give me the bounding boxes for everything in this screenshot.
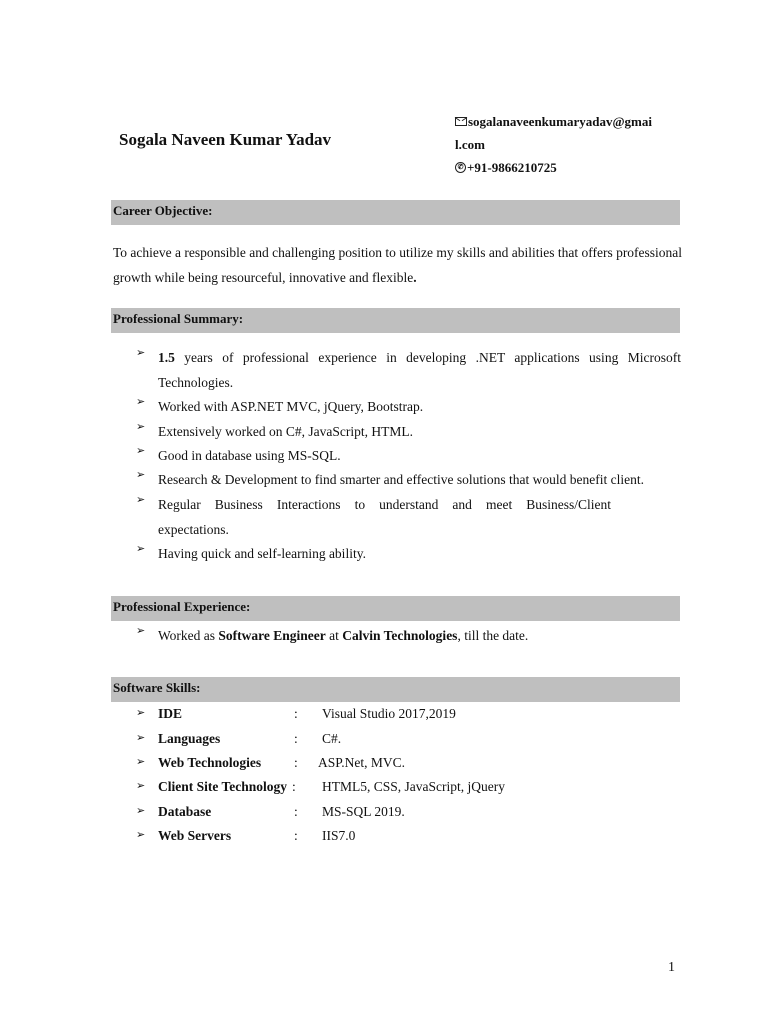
skill-label: Database [158, 804, 212, 819]
skill-label: Client Site Technology [158, 779, 288, 794]
skill-label: Languages [158, 731, 221, 746]
arrow-bullet-icon: ➢ [136, 494, 146, 506]
email-text-part1[interactable]: sogalanaveenkumaryadav@gmai [468, 114, 652, 129]
arrow-bullet-icon: ➢ [136, 396, 146, 408]
professional-summary-heading: Professional Summary: [111, 308, 680, 333]
summary-item-1-text: years of professional experience in developing .NET applications using Microsoft [174, 350, 681, 365]
skill-label: Web Servers [158, 828, 232, 843]
skill-colon: : [294, 755, 298, 770]
skill-colon: : [294, 804, 298, 819]
experience-mid: at [325, 628, 343, 643]
career-objective-line2-wrap [113, 265, 713, 290]
arrow-bullet-icon: ➢ [136, 707, 146, 719]
experience-text [158, 624, 681, 649]
experience-years: 1.5 [158, 350, 175, 365]
career-objective-line1: To achieve a responsible and challenging position to utilize my skills and abilities that offers professional [113, 245, 683, 260]
email-text-part2[interactable]: l.com [455, 137, 485, 152]
arrow-bullet-icon: ➢ [136, 805, 146, 817]
arrow-bullet-icon: ➢ [136, 445, 146, 457]
arrow-bullet-icon: ➢ [136, 829, 146, 841]
arrow-bullet-icon: ➢ [136, 780, 146, 792]
arrow-bullet-icon: ➢ [136, 732, 146, 744]
summary-item [136, 346, 681, 396]
summary-item-6-line1: Regular Business Interactions to understand and meet Business/Client [158, 497, 611, 512]
summary-item-1-line1 [158, 346, 681, 371]
career-objective-line2: growth while being resourceful, innovative and flexible [113, 270, 414, 285]
skill-value: MS-SQL 2019. [322, 804, 405, 819]
skill-value: C#. [322, 731, 342, 746]
summary-item-2-text: Worked with ASP.NET MVC, jQuery, Bootstrap. [158, 399, 424, 414]
email-line-2 [455, 133, 652, 156]
company-name: Calvin Technologies [342, 628, 458, 643]
summary-item-3-text: Extensively worked on C#, JavaScript, HTML. [158, 424, 413, 439]
skill-value: ASP.Net, MVC. [318, 755, 406, 770]
arrow-bullet-icon: ➢ [136, 756, 146, 768]
summary-item-4-text: Good in database using MS-SQL. [158, 448, 341, 463]
skill-colon: : [292, 779, 296, 794]
skill-value: HTML5, CSS, JavaScript, jQuery [322, 779, 505, 794]
career-objective-text [113, 240, 713, 290]
phone-text: +91-9866210725 [467, 160, 557, 175]
email-line [455, 110, 652, 133]
skill-colon: : [294, 706, 298, 721]
job-role: Software Engineer [218, 628, 326, 643]
summary-item-7-text: Having quick and self-learning ability. [158, 546, 366, 561]
arrow-bullet-icon: ➢ [136, 625, 146, 637]
experience-post: , till the date. [457, 628, 529, 643]
career-objective-period: . [413, 270, 417, 285]
skill-value: Visual Studio 2017,2019 [322, 706, 456, 721]
skill-value: IIS7.0 [322, 828, 356, 843]
skill-colon: : [294, 731, 298, 746]
arrow-bullet-icon: ➢ [136, 543, 146, 555]
career-objective-heading: Career Objective: [111, 200, 680, 225]
skill-label: IDE [158, 706, 183, 721]
arrow-bullet-icon: ➢ [136, 469, 146, 481]
phone-line [455, 156, 652, 179]
experience-pre: Worked as [158, 628, 219, 643]
summary-item-6-line2: expectations. [158, 521, 229, 537]
software-skills-heading: Software Skills: [111, 677, 680, 702]
contact-block [455, 110, 652, 179]
professional-experience-heading: Professional Experience: [111, 596, 680, 621]
phone-icon: ✆ [455, 162, 466, 173]
page-number: 1 [668, 960, 675, 975]
summary-item-1-line2: Technologies. [158, 374, 234, 390]
skill-colon: : [294, 828, 298, 843]
envelope-icon [455, 117, 467, 126]
candidate-name: Sogala Naveen Kumar Yadav [119, 130, 332, 149]
summary-item-5-text: Research & Development to find smarter and effective solutions that would benefit client. [158, 472, 644, 487]
skill-label: Web Technologies [158, 755, 262, 770]
arrow-bullet-icon: ➢ [136, 421, 146, 433]
arrow-bullet-icon: ➢ [136, 347, 146, 359]
